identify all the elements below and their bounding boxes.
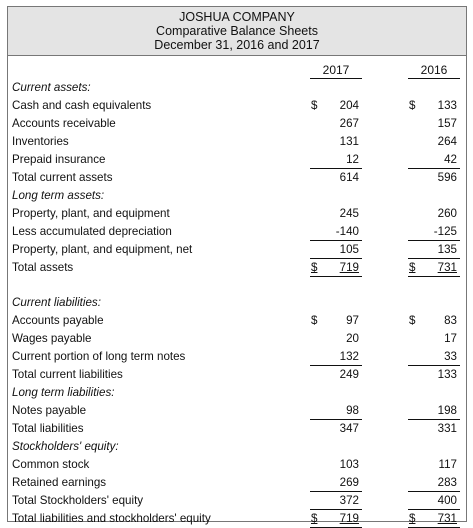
line-item-label: Total Stockholders' equity <box>12 494 144 507</box>
currency-symbol: $ <box>311 261 318 274</box>
amount-cell-2016 <box>408 151 460 169</box>
amount-value: 103 <box>339 458 359 471</box>
section-heading: Long term assets: <box>12 189 105 202</box>
line-item-row <box>12 366 462 384</box>
section-heading: Current liabilities: <box>12 296 101 309</box>
amount-value: 269 <box>339 476 359 489</box>
amount-cell-2016 <box>408 133 460 150</box>
section-heading: Current assets: <box>12 81 91 94</box>
amount-value: 372 <box>339 494 359 507</box>
line-item-row <box>12 115 462 133</box>
amount-cell-2016 <box>408 223 460 241</box>
amount-value: 17 <box>444 332 457 345</box>
amount-value: 614 <box>339 171 359 184</box>
amount-value: 33 <box>444 350 457 363</box>
column-header-2017: 2017 <box>310 63 362 79</box>
amount-cell-2016 <box>408 312 460 329</box>
line-item-row <box>12 330 462 348</box>
amount-cell-2017 <box>310 133 362 150</box>
amount-cell-2016 <box>408 492 460 510</box>
line-item-label: Common stock <box>12 458 90 471</box>
amount-value: 198 <box>437 404 457 417</box>
amount-cell-2017 <box>310 348 362 366</box>
line-item-label: Total current liabilities <box>12 368 123 381</box>
line-item-row <box>12 456 462 474</box>
amount-value: 731 <box>437 512 457 525</box>
amount-cell-2016 <box>408 330 460 347</box>
amount-cell-2016 <box>408 420 460 437</box>
amount-cell-2016 <box>408 115 460 132</box>
amount-value: 97 <box>346 314 359 327</box>
amount-value: 719 <box>339 261 359 274</box>
line-item-label: Notes payable <box>12 404 87 417</box>
amount-value: 331 <box>437 422 457 435</box>
line-item-row <box>12 474 462 492</box>
line-item-label: Property, plant, and equipment, net <box>12 243 193 256</box>
amount-cell-2017 <box>310 259 362 277</box>
line-item-label: Total liabilities <box>12 422 84 435</box>
line-item-row <box>12 133 462 151</box>
line-item-row <box>12 169 462 187</box>
section-heading-row <box>12 294 462 312</box>
column-header-2016: 2016 <box>408 63 460 79</box>
amount-value: 731 <box>437 261 457 274</box>
amount-cell-2017 <box>310 151 362 169</box>
line-item-label: Accounts payable <box>12 314 104 327</box>
amount-cell-2017 <box>310 510 362 528</box>
currency-symbol: $ <box>311 314 318 327</box>
spacer-row <box>12 277 462 295</box>
line-item-label: Retained earnings <box>12 476 107 489</box>
amount-value: 83 <box>444 314 457 327</box>
line-item-label: Prepaid insurance <box>12 153 106 166</box>
line-item-row <box>12 402 462 420</box>
amount-cell-2016 <box>408 97 460 114</box>
amount-cell-2017 <box>310 115 362 132</box>
amount-value: 98 <box>346 404 359 417</box>
amount-cell-2016 <box>408 205 460 222</box>
amount-cell-2017 <box>310 223 362 241</box>
line-item-row <box>12 348 462 366</box>
line-item-row <box>12 420 462 438</box>
amount-value: 283 <box>437 476 457 489</box>
amount-value: 133 <box>437 368 457 381</box>
amount-cell-2016 <box>408 169 460 186</box>
line-item-label: Total current assets <box>12 171 113 184</box>
amount-value: -125 <box>433 225 457 238</box>
amount-cell-2017 <box>310 169 362 186</box>
amount-value: 249 <box>339 368 359 381</box>
amount-value: 42 <box>444 153 457 166</box>
amount-cell-2017 <box>310 312 362 329</box>
amount-cell-2016 <box>408 456 460 473</box>
amount-cell-2017 <box>310 402 362 420</box>
amount-value: 347 <box>339 422 359 435</box>
amount-value: 245 <box>339 207 359 220</box>
section-heading: Stockholders' equity: <box>12 440 119 453</box>
line-item-row <box>12 259 462 277</box>
amount-cell-2016 <box>408 241 460 259</box>
section-heading-row <box>12 187 462 205</box>
sheet-header <box>8 7 466 56</box>
amount-cell-2017 <box>310 456 362 473</box>
amount-value: 12 <box>346 153 359 166</box>
amount-value: 260 <box>437 207 457 220</box>
amount-value: 131 <box>339 135 359 148</box>
company-name: JOSHUA COMPANY <box>179 10 295 24</box>
currency-symbol: $ <box>311 512 318 525</box>
amount-value: 264 <box>437 135 457 148</box>
currency-symbol: $ <box>409 314 416 327</box>
amount-cell-2016 <box>408 510 460 528</box>
section-heading: Long term liabilities: <box>12 386 115 399</box>
line-item-row <box>12 241 462 259</box>
statement-period: December 31, 2016 and 2017 <box>154 38 320 52</box>
amount-cell-2017 <box>310 330 362 347</box>
currency-symbol: $ <box>311 99 318 112</box>
line-item-label: Current portion of long term notes <box>12 350 186 363</box>
line-item-row <box>12 205 462 223</box>
section-heading-row <box>12 438 462 456</box>
line-item-label: Accounts receivable <box>12 117 116 130</box>
amount-value: 204 <box>339 99 359 112</box>
amount-cell-2017 <box>310 205 362 222</box>
line-item-row <box>12 223 462 241</box>
line-item-label: Inventories <box>12 135 69 148</box>
amount-cell-2016 <box>408 402 460 420</box>
amount-value: 20 <box>346 332 359 345</box>
currency-symbol: $ <box>409 261 416 274</box>
line-item-label: Cash and cash equivalents <box>12 99 152 112</box>
line-item-row <box>12 97 462 115</box>
statement-title: Comparative Balance Sheets <box>156 24 318 38</box>
amount-cell-2016 <box>408 348 460 366</box>
line-item-row <box>12 492 462 510</box>
amount-value: 719 <box>339 512 359 525</box>
currency-symbol: $ <box>409 99 416 112</box>
line-item-label: Total liabilities and stockholders' equity <box>12 512 211 525</box>
line-item-row <box>12 312 462 330</box>
line-item-label: Wages payable <box>12 332 92 345</box>
amount-cell-2017 <box>310 97 362 114</box>
amount-cell-2017 <box>310 366 362 383</box>
amount-value: -140 <box>335 225 359 238</box>
section-heading-row <box>12 79 462 97</box>
section-heading-row <box>12 384 462 402</box>
amount-cell-2016 <box>408 366 460 383</box>
amount-value: 267 <box>339 117 359 130</box>
line-item-label: Total assets <box>12 261 74 274</box>
line-item-label: Property, plant, and equipment <box>12 207 170 220</box>
amount-cell-2016 <box>408 259 460 277</box>
line-item-row <box>12 151 462 169</box>
amount-value: 132 <box>339 350 359 363</box>
amount-value: 117 <box>438 458 457 471</box>
amount-value: 105 <box>339 243 359 256</box>
amount-value: 400 <box>437 494 457 507</box>
amount-cell-2016 <box>408 474 460 492</box>
amount-cell-2017 <box>310 474 362 492</box>
amount-value: 596 <box>437 171 457 184</box>
amount-value: 135 <box>437 243 457 256</box>
line-item-row <box>12 510 462 528</box>
amount-value: 157 <box>437 117 457 130</box>
amount-cell-2017 <box>310 241 362 259</box>
line-item-label: Less accumulated depreciation <box>12 225 172 238</box>
currency-symbol: $ <box>409 512 416 525</box>
amount-cell-2017 <box>310 420 362 437</box>
amount-value: 133 <box>437 99 457 112</box>
balance-sheet <box>7 6 467 525</box>
amount-cell-2017 <box>310 492 362 510</box>
